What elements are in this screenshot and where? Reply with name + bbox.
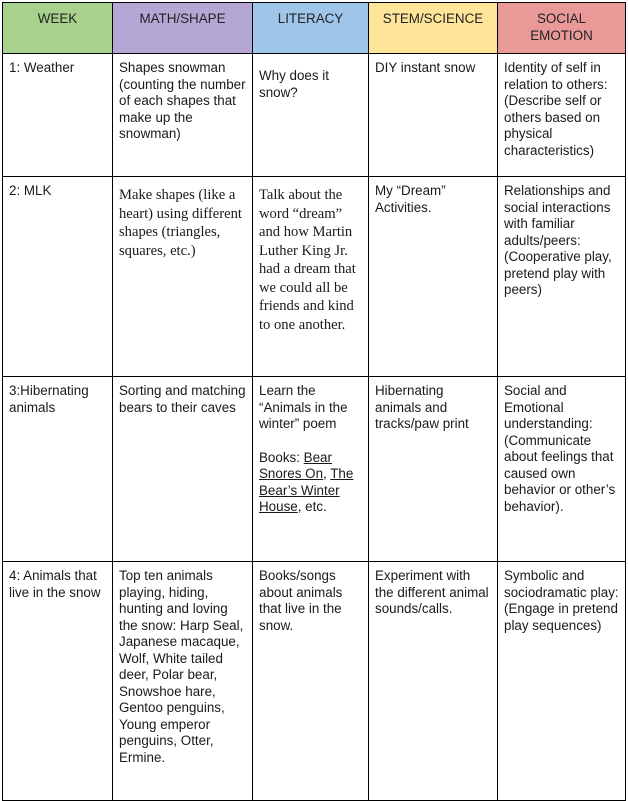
literacy-cell: Books/songs about animals that live in the snow. — [253, 562, 369, 801]
stem-cell: Hibernating animals and tracks/paw print — [369, 377, 498, 562]
social-cell: Social and Emotional understanding: (Communicate about feelings that caused own behavior or other’s behavior). — [498, 377, 626, 562]
books-prefix: Books: — [259, 449, 304, 465]
weekly-plan-table — [2, 2, 626, 801]
header-literacy: LITERACY — [253, 3, 369, 54]
math-cell: Top ten animals playing, hiding, hunting and loving the snow: Harp Seal, Japanese macaque, Wolf, White tailed deer, Polar bear, Snowshoe hare, Gentoo penguins, Young emperor penguins, Otter, Ermine. — [113, 562, 253, 801]
literacy-cell: Why does it snow? — [253, 54, 369, 177]
table-row — [3, 54, 626, 177]
stem-cell: My “Dream” Activities. — [369, 177, 498, 377]
table-row — [3, 377, 626, 562]
book-separator: , — [323, 466, 331, 481]
literacy-cell — [253, 377, 369, 562]
table-row — [3, 177, 626, 377]
week-cell: 1: Weather — [3, 54, 113, 177]
book-title-bears-winter-house: The Bear’s Winter House — [259, 466, 354, 514]
social-cell: Symbolic and sociodramatic play: (Engage in pretend play sequences) — [498, 562, 626, 801]
social-cell: Relationships and social interactions with familiar adults/peers: (Cooperative play, pretend play with peers) — [498, 177, 626, 377]
table-row — [3, 562, 626, 801]
week-cell: 2: MLK — [3, 177, 113, 377]
literacy-poem-text: Learn the “Animals in the winter” poem — [259, 383, 348, 431]
header-social-emotion: SOCIAL EMOTION — [498, 3, 626, 54]
week-cell: 4: Animals that live in the snow — [3, 562, 113, 801]
stem-cell: Experiment with the different animal sounds/calls. — [369, 562, 498, 801]
books-suffix: , etc. — [297, 499, 327, 514]
header-week: WEEK — [3, 3, 113, 54]
literacy-cell: Talk about the word “dream” and how Martin Luther King Jr. had a dream that we could all be friends and kind to one another. — [253, 177, 369, 377]
header-stem-science: STEM/SCIENCE — [369, 3, 498, 54]
math-cell: Make shapes (like a heart) using different shapes (triangles, squares, etc.) — [113, 177, 253, 377]
header-row — [3, 3, 626, 54]
social-cell: Identity of self in relation to others: (Describe self or others based on physical characteristics) — [498, 54, 626, 177]
book-title-bear-snores-on: Bear Snores On — [259, 449, 332, 481]
math-cell: Sorting and matching bears to their caves — [113, 377, 253, 562]
math-cell: Shapes snowman (counting the number of each shapes that make up the snowman) — [113, 54, 253, 177]
stem-cell: DIY instant snow — [369, 54, 498, 177]
week-cell: 3:Hibernating animals — [3, 377, 113, 562]
header-math-shape: MATH/SHAPE — [113, 3, 253, 54]
